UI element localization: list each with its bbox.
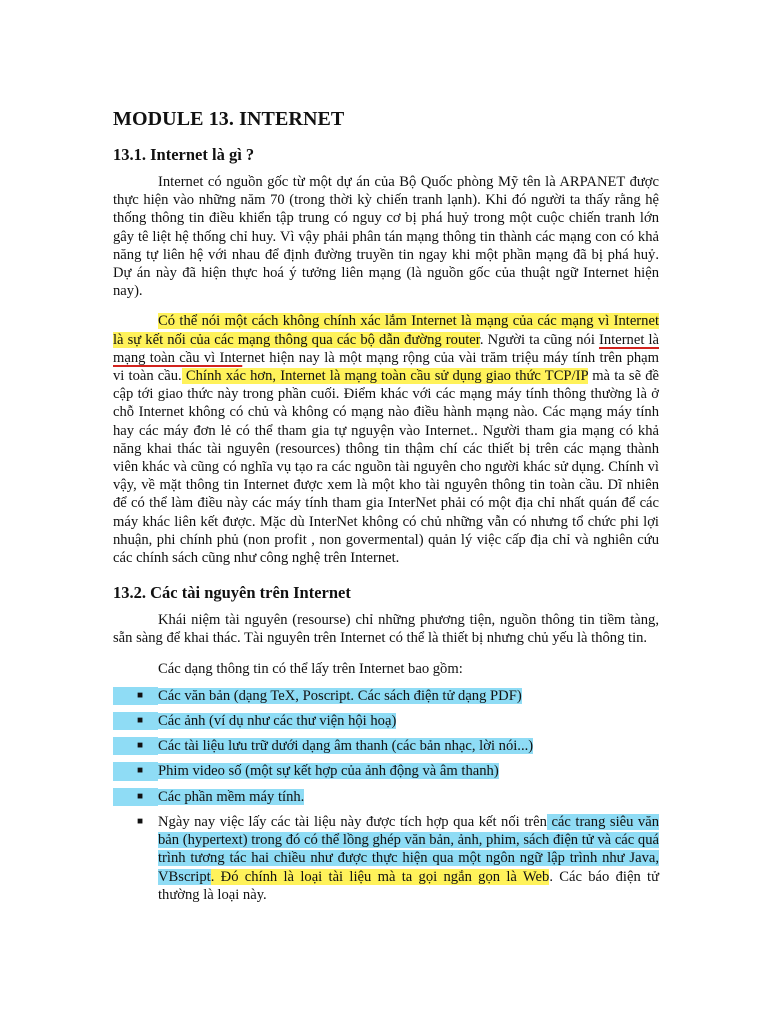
document-page (113, 108, 659, 911)
bullet-icon: ■ (113, 687, 158, 705)
bullet-icon: ■ (113, 788, 158, 806)
section-heading-13-1: 13.1. Internet là gì ? (113, 145, 255, 164)
bullet-icon: ■ (137, 815, 144, 827)
text-segment: . Người ta cũng nói (479, 331, 599, 348)
list-item-text: Các ảnh (ví dụ như các thư viện hội hoạ) (158, 713, 397, 730)
text-segment: Internet có nguồn gốc từ một dự án của Bộ Quốc phòng Mỹ tên là ARPANET được thực hiện vào những năm 70 (trong thời kỳ chiến tranh lạnh). Khi đó người ta thấy rằng hệ thống thông tin điều khiển tập trung có nguy cơ bị phá huỷ trong một cuộc chiến tranh lớn gây tê liệt hệ thống chỉ huy. Vì vậy phải phân tán mạng thông tin thành các mạng con có khả năng tự liên hệ với nhau để định đường truyền tin ngay khi một phần mạng đã bị phá huỷ. Dự án này đã hiện thực hoá ý tưởng liên mạng (là nguồn gốc của thuật ngữ Internet hiện nay). (113, 174, 659, 300)
list-item (113, 712, 659, 730)
section-heading-13-2: 13.2. Các tài nguyên trên Internet (113, 583, 351, 603)
text-segment: mà ta sẽ đề cập tới giao thức này trong phần cuối. Điểm khác với các mạng máy tính thông thường là ở chỗ Internet không có chủ và không có mạng nào điều hành mạng nào. Các mạng máy tính hay các máy đơn lẻ có thể tham gia tự nguyện vào Internet.. Người tham gia mạng có khả năng khai thác tài nguyên (resources) thông tin thậm chí các thiết bị trên các mạng thành viên khác và cũng có nghĩa vụ tạo ra các nguồn tài nguyên cho người khác sử dụng. Chính vì vậy, về mặt thông tin Internet được xem là một kho tài nguyên thông tin toàn cầu. Dĩ nhiên để có thể làm điều này các máy tính tham gia InterNet phải có một địa chỉ nhất quán để các máy khác liên kết được. Mặc dù InterNet không có chủ những vẫn có nhưng tổ chức phi lợi nhuận, phi chính phủ (non profit , non govermental) quản lý việc cấp địa chỉ và nghiên cứu các chính sách cũng như công nghệ trên Internet. (113, 368, 659, 567)
bullet-icon: ■ (113, 762, 158, 780)
list-item-text: Các phần mềm máy tính. (158, 788, 305, 805)
bullet-icon: ■ (113, 737, 158, 755)
text-segment: . Các báo điện tử thường là loại này. (158, 868, 660, 903)
highlighted-text: Có thể nói một cách không chính xác lắm Internet là mạng của các mạng vì Internet là sự kết nối của các mạng thông qua các bộ dẫn đường router (113, 313, 659, 348)
section-13-1-body (113, 173, 659, 567)
paragraph (113, 173, 659, 300)
list-item-text: Các tài liệu lưu trữ dưới dạng âm thanh (các bản nhạc, lời nói...) (158, 738, 534, 755)
list-item (113, 788, 659, 806)
bullet-icon: ■ (113, 712, 158, 730)
list-item (113, 737, 659, 755)
text-segment: Ngày nay việc lấy các tài liệu này được tích hợp qua kết nối trên (158, 813, 547, 830)
list-item (113, 813, 659, 904)
highlighted-text: các trang siêu văn bản (hypertext) trong đó có thể lồng ghép văn bản, ảnh, phim, sách điện tử và các quá trình tương tác hai chiều như được thực hiện qua một ngôn ngữ lập trình như Java, VBscript (158, 813, 660, 885)
highlighted-text: . Đó chính là loại tài liệu mà ta gọi ngắn gọn là Web (210, 868, 550, 885)
list-item-text: Các văn bản (dạng TeX, Poscript. Các sách điện tử dạng PDF) (158, 687, 522, 704)
text-segment: rnet hiện nay là một mạng rộng của vài trăm triệu máy tính trên phạm vi toàn cầu. (113, 349, 659, 385)
resource-list (113, 687, 659, 904)
list-item-text: Phim video số (một sự kết hợp của ảnh động và âm thanh) (158, 763, 499, 780)
highlighted-text: Chính xác hơn, Internet là mạng toàn cầu sử dụng giao thức TCP/IP (181, 368, 589, 385)
paragraph (113, 312, 659, 567)
module-title: MODULE 13. INTERNET (113, 108, 345, 130)
resource-definition-paragraph: Khái niệm tài nguyên (resourse) chỉ những phương tiện, nguồn thông tin tiềm tàng, sẵn sàng để khai thác. Tài nguyên trên Internet có thể là thiết bị nhưng chủ yếu là thông tin. (113, 612, 659, 647)
pen-underlined-text: Internet là mạng toàn cầu vì Inte (113, 331, 659, 366)
list-intro: Các dạng thông tin có thể lấy trên Internet bao gồm: (158, 660, 463, 677)
list-item (113, 762, 659, 780)
list-item (113, 687, 659, 705)
